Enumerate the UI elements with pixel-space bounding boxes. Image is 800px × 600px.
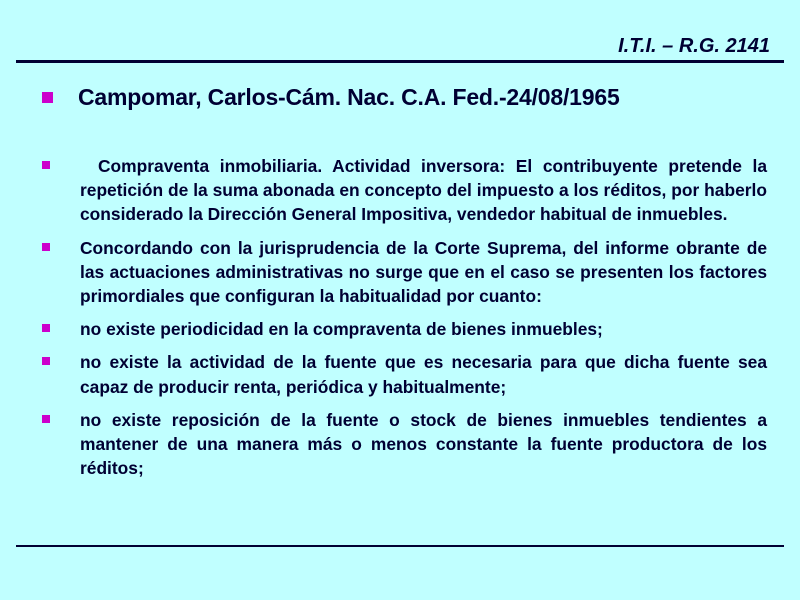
bottom-divider [16,545,784,547]
bullet-list [42,154,767,489]
list-item-text: no existe la actividad de la fuente que es necesaria para que dicha fuente sea capaz de producir renta, periódica y habitualmente; [80,352,767,397]
list-item [42,408,767,481]
list-item [42,350,767,398]
square-bullet-icon [42,243,50,251]
list-item-text: Concordando con la jurisprudencia de la Corte Suprema, del informe obrante de las actuaciones administrativas no surge que en el caso se presenten los factores primordiales que configuran la habitualidad por cuanto: [80,237,767,307]
square-bullet-icon [42,92,53,103]
case-heading [42,84,772,111]
square-bullet-icon [42,357,50,365]
case-heading-text: Campomar, Carlos-Cám. Nac. C.A. Fed.-24/08/1965 [78,84,620,110]
square-bullet-icon [42,324,50,332]
list-item-text: no existe reposición de la fuente o stock de bienes inmuebles tendientes a mantener de una manera más o menos constante la fuente productora de los réditos; [80,409,767,479]
top-divider [16,60,784,63]
list-item-text: Compraventa inmobiliaria. Actividad inversora: El contribuyente pretende la repetición de la suma abonada en concepto del impuesto a los réditos, por haberlo considerado la Dirección General Impositiva, vendedor habitual de inmuebles. [80,156,767,225]
square-bullet-icon [42,415,50,423]
list-item [42,154,767,227]
list-item [42,317,767,341]
slide-header-title: I.T.I. – R.G. 2141 [618,35,770,57]
list-item-text: no existe periodicidad en la compraventa de bienes inmuebles; [80,319,603,340]
square-bullet-icon [42,161,50,169]
list-item [42,236,767,309]
